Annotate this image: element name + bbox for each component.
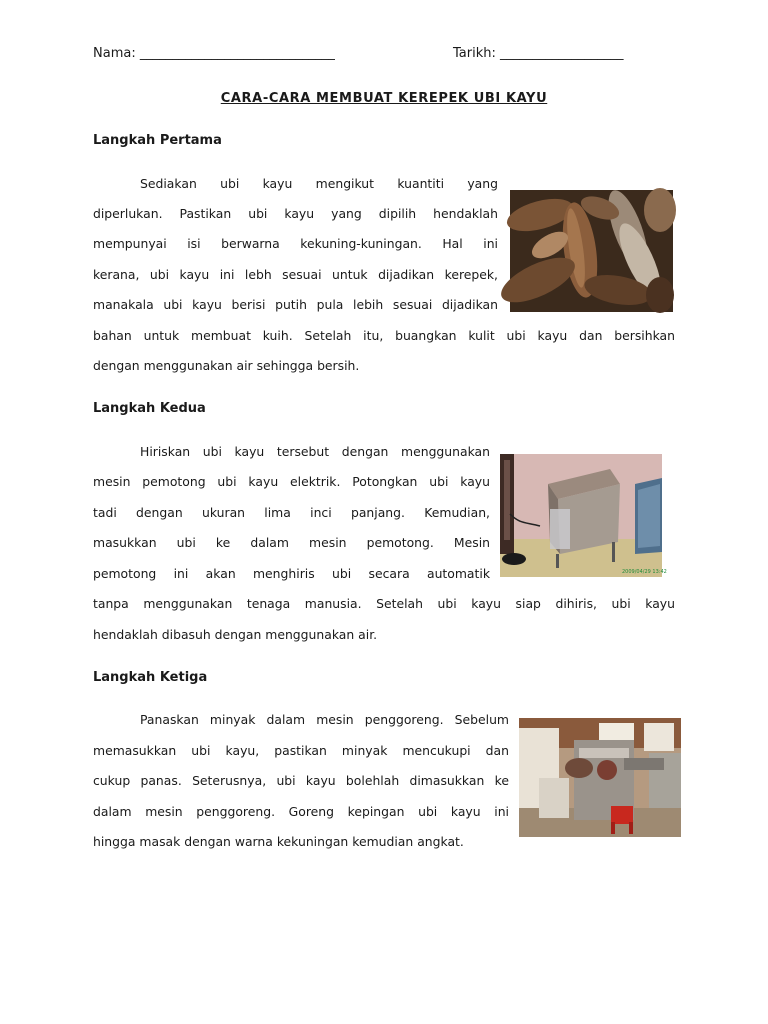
step-1-line-4: kerana, ubi kayu ini lebh sesuai untuk dijadikan kerepek,	[93, 267, 498, 282]
step-1-line-5: manakala ubi kayu berisi putih pula lebih sesuai dijadikan	[93, 297, 498, 312]
step-2-line-6: tanpa menggunakan tenaga manusia. Setelah ubi kayu siap dihiris, ubi kayu	[93, 596, 675, 611]
step-1-line-1: Sediakan ubi kayu mengikut kuantiti yang	[140, 176, 498, 191]
photo-timestamp: 2009/04/29 13:42	[622, 569, 667, 575]
step-2-line-1: Hiriskan ubi kayu tersebut dengan menggunakan	[140, 444, 490, 459]
step-3-heading: Langkah Ketiga	[93, 670, 208, 685]
header-row	[93, 44, 675, 64]
step-3-line-3: cukup panas. Seterusnya, ubi kayu bolehlah dimasukkan ke	[93, 773, 509, 788]
step-1-line-7: dengan menggunakan air sehingga bersih.	[93, 358, 360, 373]
step-2-heading: Langkah Kedua	[93, 401, 206, 416]
step-3-line-5: hingga masak dengan warna kekuningan kemudian angkat.	[93, 834, 464, 849]
step-3-line-2: memasukkan ubi kayu, pastikan minyak mencukupi dan	[93, 743, 509, 758]
step-1-heading: Langkah Pertama	[93, 133, 222, 148]
step-3-line-1: Panaskan minyak dalam mesin penggoreng. Sebelum	[140, 712, 509, 727]
step-2-line-7: hendaklah dibasuh dengan menggunakan air.	[93, 627, 378, 642]
cassava-slicer-machine-photo	[500, 454, 667, 577]
fryer-machine-photo	[519, 718, 681, 837]
step-2-line-4: masukkan ubi ke dalam mesin pemotong. Mesin	[93, 535, 490, 550]
step-2-line-5: pemotong ini akan menghiris ubi secara automatik	[93, 566, 490, 581]
step-1-line-6: bahan untuk membuat kuih. Setelah itu, buangkan kulit ubi kayu dan bersihkan	[93, 328, 675, 343]
step-3-line-4: dalam mesin penggoreng. Goreng kepingan ubi kayu ini	[93, 804, 509, 819]
date-field-label: Tarikh: ___________________	[453, 46, 624, 61]
name-field-label: Nama: ______________________________	[93, 46, 335, 61]
step-1-line-2: diperlukan. Pastikan ubi kayu yang dipilih hendaklah	[93, 206, 498, 221]
document-title: CARA-CARA MEMBUAT KEREPEK UBI KAYU	[220, 91, 548, 106]
cassava-tubers-photo	[510, 190, 673, 312]
step-2-line-2: mesin pemotong ubi kayu elektrik. Potongkan ubi kayu	[93, 474, 490, 489]
step-2-line-3: tadi dengan ukuran lima inci panjang. Kemudian,	[93, 505, 490, 520]
step-1-line-3: mempunyai isi berwarna kekuning-kuningan. Hal ini	[93, 236, 498, 251]
